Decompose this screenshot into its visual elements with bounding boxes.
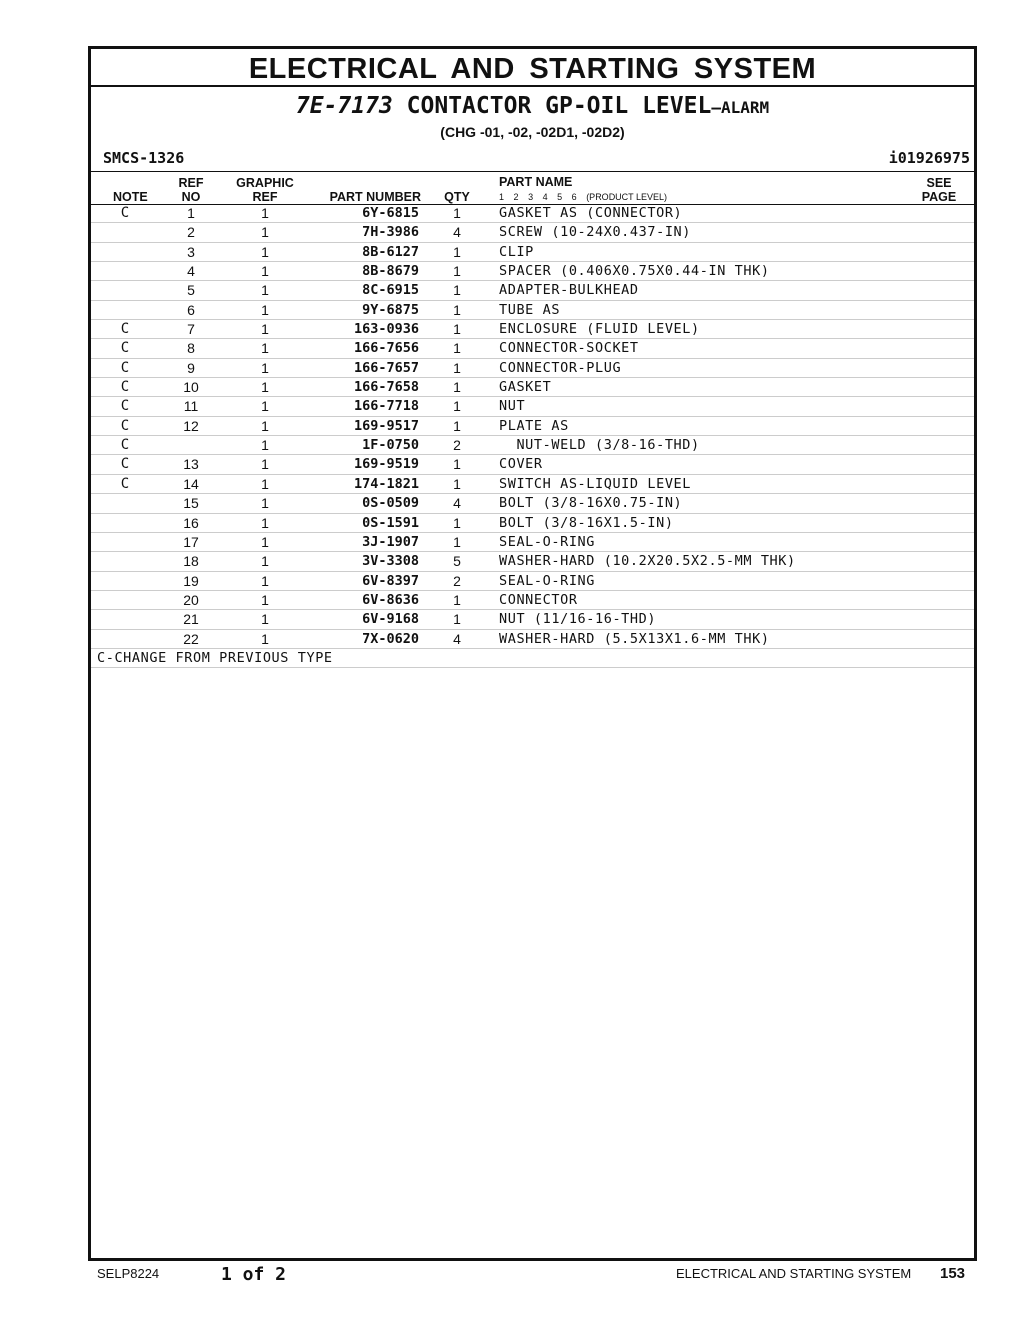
page-frame	[88, 46, 977, 1261]
cell-qty: 1	[453, 475, 461, 492]
illustration-id: i01926975	[888, 149, 970, 167]
title-bar	[91, 49, 974, 87]
cell-part-name: GASKET AS (CONNECTOR)	[499, 205, 683, 221]
table-row	[91, 301, 974, 320]
header-divider-top	[91, 171, 974, 172]
cell-ref-no: 13	[183, 456, 199, 473]
cell-ref-no: 11	[183, 398, 199, 415]
table-row	[91, 475, 974, 494]
footnote-row	[91, 649, 974, 668]
cell-part-name: COVER	[499, 456, 543, 473]
table-row	[91, 494, 974, 513]
cell-graphic-ref: 1	[261, 475, 269, 492]
cell-note: C	[120, 437, 130, 454]
col-see-bottom: PAGE	[921, 190, 957, 204]
group-title	[91, 93, 974, 119]
cell-graphic-ref: 1	[261, 359, 269, 376]
footer-page-of: 1 of 2	[221, 1264, 287, 1285]
cell-graphic-ref: 1	[261, 591, 269, 608]
table-row	[91, 204, 974, 223]
product-level-4: 4	[542, 192, 548, 202]
cell-ref-no: 20	[183, 591, 199, 608]
cell-part-number: 0S-0509	[362, 495, 419, 512]
group-suffix: —ALARM	[711, 98, 770, 117]
cell-qty: 1	[453, 263, 461, 280]
table-row	[91, 243, 974, 262]
parts-table	[91, 204, 974, 668]
cell-ref-no: 9	[187, 359, 195, 376]
cell-qty: 1	[453, 321, 461, 338]
cell-graphic-ref: 1	[261, 301, 269, 318]
cell-ref-no: 10	[183, 379, 199, 396]
cell-graphic-ref: 1	[261, 398, 269, 415]
cell-graphic-ref: 1	[261, 572, 269, 589]
col-ref-bottom: NO	[181, 190, 201, 204]
cell-part-number: 6V-8636	[362, 591, 419, 608]
cell-ref-no: 16	[183, 514, 199, 531]
cell-note: C	[120, 205, 130, 221]
table-row	[91, 572, 974, 591]
cell-ref-no: 5	[187, 282, 195, 299]
cell-ref-no: 2	[187, 224, 195, 241]
cell-qty: 4	[453, 224, 461, 241]
table-row	[91, 378, 974, 397]
cell-graphic-ref: 1	[261, 321, 269, 338]
product-level-2: 2	[513, 192, 519, 202]
cell-qty: 1	[453, 533, 461, 550]
cell-ref-no: 12	[183, 417, 199, 434]
table-row	[91, 417, 974, 436]
col-part-name: PART NAME	[499, 175, 573, 189]
cell-part-number: 6V-9168	[362, 611, 419, 628]
table-row	[91, 610, 974, 629]
cell-part-name: WASHER-HARD (5.5X13X1.6-MM THK)	[499, 630, 770, 647]
change-levels: (CHG -01, -02, -02D1, -02D2)	[440, 124, 625, 140]
page-title: ELECTRICAL AND STARTING SYSTEM	[248, 53, 817, 85]
col-note: NOTE	[113, 190, 148, 204]
cell-ref-no: 1	[187, 205, 195, 221]
cell-part-name: WASHER-HARD (10.2X20.5X2.5-MM THK)	[499, 553, 796, 570]
col-see-top: SEE	[926, 176, 952, 190]
cell-graphic-ref: 1	[261, 611, 269, 628]
cell-ref-no: 18	[183, 553, 199, 570]
col-qty: QTY	[444, 190, 470, 204]
cell-qty: 1	[453, 205, 461, 221]
smcs-code: SMCS-1326	[103, 149, 185, 167]
cell-ref-no: 15	[183, 495, 199, 512]
table-row	[91, 533, 974, 552]
footer-doc-id: SELP8224	[97, 1266, 160, 1281]
cell-part-number: 166-7657	[353, 359, 419, 376]
cell-graphic-ref: 1	[261, 205, 269, 221]
cell-part-name: SCREW (10-24X0.437-IN)	[499, 224, 692, 241]
cell-part-number: 3J-1907	[362, 533, 419, 550]
cell-part-number: 1F-0750	[362, 437, 419, 454]
cell-ref-no: 17	[183, 533, 199, 550]
cell-graphic-ref: 1	[261, 243, 269, 260]
cell-part-number: 174-1821	[353, 475, 419, 492]
cell-qty: 1	[453, 301, 461, 318]
cell-part-number: 166-7718	[353, 398, 419, 415]
table-row	[91, 591, 974, 610]
product-levels	[499, 192, 667, 202]
table-row	[91, 320, 974, 339]
cell-qty: 2	[453, 437, 461, 454]
cell-part-number: 8B-6127	[362, 243, 419, 260]
cell-part-name: CONNECTOR	[499, 591, 578, 608]
cell-part-number: 7X-0620	[362, 630, 419, 647]
cell-ref-no: 4	[187, 263, 195, 280]
table-row	[91, 630, 974, 649]
product-level-3: 3	[528, 192, 534, 202]
cell-part-number: 169-9517	[353, 417, 419, 434]
cell-qty: 1	[453, 282, 461, 299]
product-level-label: (PRODUCT LEVEL)	[586, 192, 668, 202]
table-row	[91, 514, 974, 533]
col-part-number: PART NUMBER	[329, 190, 421, 204]
cell-note: C	[120, 321, 130, 338]
cell-graphic-ref: 1	[261, 495, 269, 512]
cell-part-number: 6Y-6815	[362, 205, 419, 221]
cell-part-name: TUBE AS	[499, 301, 561, 318]
cell-part-name: SEAL-O-RING	[499, 533, 596, 550]
cell-part-name: NUT	[499, 398, 526, 415]
cell-graphic-ref: 1	[261, 533, 269, 550]
cell-qty: 1	[453, 591, 461, 608]
cell-note: C	[120, 475, 130, 492]
cell-qty: 2	[453, 572, 461, 589]
table-row	[91, 552, 974, 571]
col-graphic-top: GRAPHIC	[236, 176, 294, 190]
table-row	[91, 262, 974, 281]
cell-part-number: 6V-8397	[362, 572, 419, 589]
col-ref-top: REF	[178, 176, 204, 190]
cell-part-number: 3V-3308	[362, 553, 419, 570]
cell-note: C	[120, 379, 130, 396]
cell-ref-no: 22	[183, 630, 199, 647]
cell-part-name: SWITCH AS-LIQUID LEVEL	[499, 475, 692, 492]
group-number: 7E-7173	[295, 93, 393, 119]
cell-part-number: 7H-3986	[362, 224, 419, 241]
cell-graphic-ref: 1	[261, 224, 269, 241]
table-row	[91, 281, 974, 300]
cell-graphic-ref: 1	[261, 263, 269, 280]
cell-part-name: SPACER (0.406X0.75X0.44-IN THK)	[499, 263, 770, 280]
cell-ref-no: 3	[187, 243, 195, 260]
cell-qty: 4	[453, 630, 461, 647]
cell-qty: 1	[453, 398, 461, 415]
footer-section: ELECTRICAL AND STARTING SYSTEM	[676, 1266, 912, 1281]
footer-page-number: 153	[940, 1265, 966, 1282]
cell-ref-no: 7	[187, 321, 195, 338]
cell-part-name: ENCLOSURE (FLUID LEVEL)	[499, 321, 700, 338]
cell-graphic-ref: 1	[261, 456, 269, 473]
cell-note: C	[120, 340, 130, 357]
cell-part-number: 166-7658	[353, 379, 419, 396]
cell-note: C	[120, 417, 130, 434]
cell-qty: 5	[453, 553, 461, 570]
cell-note: C	[120, 456, 130, 473]
cell-part-number: 9Y-6875	[362, 301, 419, 318]
table-row	[91, 397, 974, 416]
cell-graphic-ref: 1	[261, 630, 269, 647]
table-row	[91, 339, 974, 358]
cell-part-number: 0S-1591	[362, 514, 419, 531]
group-name: CONTACTOR GP-OIL LEVEL	[406, 93, 712, 119]
cell-qty: 1	[453, 243, 461, 260]
cell-part-number: 8C-6915	[362, 282, 419, 299]
cell-qty: 1	[453, 456, 461, 473]
cell-graphic-ref: 1	[261, 340, 269, 357]
table-row	[91, 436, 974, 455]
cell-part-name: NUT (11/16-16-THD)	[499, 611, 657, 628]
cell-part-name: ADAPTER-BULKHEAD	[499, 282, 639, 299]
cell-qty: 1	[453, 379, 461, 396]
cell-part-number: 166-7656	[353, 340, 419, 357]
cell-qty: 1	[453, 611, 461, 628]
cell-part-number: 8B-8679	[362, 263, 419, 280]
cell-part-name: BOLT (3/8-16X0.75-IN)	[499, 495, 683, 512]
cell-qty: 4	[453, 495, 461, 512]
cell-part-name: GASKET	[499, 379, 552, 396]
cell-part-name: SEAL-O-RING	[499, 572, 596, 589]
cell-part-number: 163-0936	[353, 321, 419, 338]
cell-part-name: NUT-WELD (3/8-16-THD)	[499, 437, 700, 454]
cell-qty: 1	[453, 359, 461, 376]
cell-part-number: 169-9519	[353, 456, 419, 473]
cell-graphic-ref: 1	[261, 379, 269, 396]
cell-qty: 1	[453, 340, 461, 357]
cell-graphic-ref: 1	[261, 417, 269, 434]
table-row	[91, 455, 974, 474]
cell-part-name: BOLT (3/8-16X1.5-IN)	[499, 514, 674, 531]
col-graphic-bottom: REF	[252, 190, 278, 204]
table-row	[91, 223, 974, 242]
cell-graphic-ref: 1	[261, 553, 269, 570]
cell-ref-no: 14	[183, 475, 199, 492]
cell-note: C	[120, 398, 130, 415]
cell-part-name: CONNECTOR-SOCKET	[499, 340, 639, 357]
cell-part-name: CONNECTOR-PLUG	[499, 359, 622, 376]
cell-ref-no: 8	[187, 340, 195, 357]
cell-ref-no: 6	[187, 301, 195, 318]
cell-qty: 1	[453, 417, 461, 434]
footnote: C-CHANGE FROM PREVIOUS TYPE	[97, 649, 333, 666]
product-level-1: 1	[499, 192, 505, 202]
cell-ref-no: 21	[183, 611, 199, 628]
cell-part-name: CLIP	[499, 243, 534, 260]
product-level-5: 5	[557, 192, 563, 202]
cell-part-name: PLATE AS	[499, 417, 569, 434]
cell-graphic-ref: 1	[261, 282, 269, 299]
cell-graphic-ref: 1	[261, 514, 269, 531]
product-level-6: 6	[571, 192, 577, 202]
cell-qty: 1	[453, 514, 461, 531]
table-row	[91, 359, 974, 378]
cell-graphic-ref: 1	[261, 437, 269, 454]
cell-note: C	[120, 359, 130, 376]
cell-ref-no: 19	[183, 572, 199, 589]
